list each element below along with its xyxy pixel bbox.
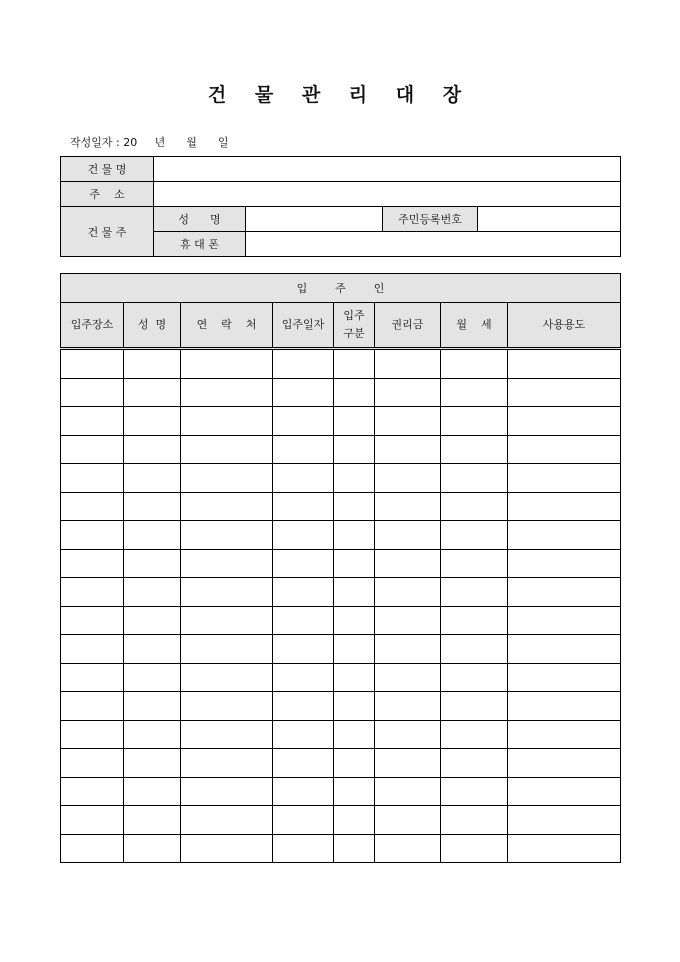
table-cell[interactable] (124, 349, 181, 379)
table-cell[interactable] (124, 663, 181, 692)
table-row (61, 777, 621, 806)
table-cell[interactable] (334, 663, 375, 692)
table-cell[interactable] (334, 521, 375, 550)
table-cell[interactable] (273, 435, 334, 464)
table-cell[interactable] (375, 749, 441, 778)
table-cell[interactable] (508, 349, 621, 379)
table-cell[interactable] (375, 549, 441, 578)
table-row (61, 492, 621, 521)
table-cell[interactable] (334, 549, 375, 578)
table-cell[interactable] (273, 635, 334, 664)
table-row (61, 834, 621, 863)
table-row (61, 521, 621, 550)
tenants-column-header: 입주 구분 (334, 303, 375, 349)
table-cell[interactable] (124, 749, 181, 778)
table-row (61, 663, 621, 692)
table-cell[interactable] (124, 606, 181, 635)
table-cell[interactable] (375, 606, 441, 635)
table-cell[interactable] (181, 806, 273, 835)
table-cell[interactable] (508, 749, 621, 778)
address-field[interactable] (154, 182, 621, 207)
table-cell[interactable] (61, 407, 124, 436)
table-cell[interactable] (181, 720, 273, 749)
table-cell[interactable] (124, 464, 181, 493)
table-cell[interactable] (441, 407, 508, 436)
table-cell[interactable] (273, 720, 334, 749)
table-cell[interactable] (181, 777, 273, 806)
table-cell[interactable] (124, 635, 181, 664)
table-cell[interactable] (61, 435, 124, 464)
building-info-table (60, 156, 621, 257)
table-cell[interactable] (441, 663, 508, 692)
table-cell[interactable] (508, 777, 621, 806)
table-cell[interactable] (181, 635, 273, 664)
table-cell[interactable] (61, 720, 124, 749)
table-cell[interactable] (181, 749, 273, 778)
table-cell[interactable] (124, 777, 181, 806)
table-cell[interactable] (441, 378, 508, 407)
table-cell[interactable] (61, 578, 124, 607)
table-cell[interactable] (273, 492, 334, 521)
table-cell[interactable] (441, 349, 508, 379)
table-cell[interactable] (508, 720, 621, 749)
table-row (61, 635, 621, 664)
table-cell[interactable] (375, 521, 441, 550)
table-cell[interactable] (273, 749, 334, 778)
table-cell[interactable] (273, 378, 334, 407)
table-cell[interactable] (334, 492, 375, 521)
table-cell[interactable] (181, 578, 273, 607)
tenants-column-header: 연 락 처 (181, 303, 273, 349)
tenants-body (61, 349, 621, 863)
table-cell[interactable] (508, 492, 621, 521)
table-row (61, 692, 621, 721)
table-cell[interactable] (124, 720, 181, 749)
tenants-column-header: 월 세 (441, 303, 508, 349)
page-title: 건 물 관 리 대 장 (207, 84, 473, 106)
table-cell[interactable] (181, 663, 273, 692)
table-cell[interactable] (375, 578, 441, 607)
id-number-label: 주민등록번호 (383, 207, 478, 232)
table-cell[interactable] (181, 834, 273, 863)
table-cell[interactable] (61, 834, 124, 863)
table-row (61, 806, 621, 835)
table-cell[interactable] (508, 834, 621, 863)
table-cell[interactable] (508, 378, 621, 407)
table-cell[interactable] (508, 578, 621, 607)
table-cell[interactable] (375, 692, 441, 721)
table-cell[interactable] (441, 635, 508, 664)
table-cell[interactable] (273, 806, 334, 835)
table-cell[interactable] (441, 777, 508, 806)
table-cell[interactable] (181, 349, 273, 379)
tenants-column-header: 입주일자 (273, 303, 334, 349)
table-cell[interactable] (375, 635, 441, 664)
table-cell[interactable] (61, 464, 124, 493)
table-cell[interactable] (375, 435, 441, 464)
table-cell[interactable] (124, 692, 181, 721)
table-cell[interactable] (124, 578, 181, 607)
table-cell[interactable] (508, 407, 621, 436)
table-cell[interactable] (375, 378, 441, 407)
table-cell[interactable] (375, 663, 441, 692)
table-cell[interactable] (61, 692, 124, 721)
table-cell[interactable] (273, 606, 334, 635)
table-cell[interactable] (441, 464, 508, 493)
table-cell[interactable] (441, 549, 508, 578)
table-cell[interactable] (334, 834, 375, 863)
table-cell[interactable] (181, 407, 273, 436)
address-label: 주 소 (61, 182, 154, 207)
table-row (61, 606, 621, 635)
table-cell[interactable] (334, 435, 375, 464)
tenants-column-header: 사용용도 (508, 303, 621, 349)
tenants-column-header: 성 명 (124, 303, 181, 349)
table-row (61, 720, 621, 749)
table-cell[interactable] (441, 720, 508, 749)
building-name-label: 건 물 명 (61, 157, 154, 182)
table-cell[interactable] (508, 635, 621, 664)
table-cell[interactable] (375, 806, 441, 835)
table-row (61, 378, 621, 407)
table-cell[interactable] (441, 492, 508, 521)
table-cell[interactable] (441, 834, 508, 863)
table-cell[interactable] (181, 435, 273, 464)
table-cell[interactable] (334, 578, 375, 607)
table-row (61, 749, 621, 778)
table-cell[interactable] (334, 806, 375, 835)
table-row (61, 349, 621, 379)
table-cell[interactable] (441, 749, 508, 778)
tenants-header-row (61, 303, 621, 349)
table-cell[interactable] (124, 521, 181, 550)
table-cell[interactable] (61, 521, 124, 550)
table-row (61, 549, 621, 578)
table-cell[interactable] (124, 492, 181, 521)
owner-name-label: 성 명 (154, 207, 246, 232)
table-cell[interactable] (181, 692, 273, 721)
table-cell[interactable] (508, 692, 621, 721)
table-row (61, 435, 621, 464)
table-cell[interactable] (61, 777, 124, 806)
table-row (61, 407, 621, 436)
table-cell[interactable] (334, 349, 375, 379)
table-cell[interactable] (375, 777, 441, 806)
table-cell[interactable] (273, 349, 334, 379)
table-cell[interactable] (273, 464, 334, 493)
tenants-section-title: 입 주 인 (61, 274, 621, 303)
table-cell[interactable] (61, 492, 124, 521)
table-cell[interactable] (508, 549, 621, 578)
table-cell[interactable] (508, 806, 621, 835)
table-cell[interactable] (61, 349, 124, 379)
table-cell[interactable] (508, 606, 621, 635)
table-cell[interactable] (441, 521, 508, 550)
table-cell[interactable] (61, 378, 124, 407)
table-cell[interactable] (124, 407, 181, 436)
phone-field[interactable] (246, 232, 621, 257)
table-cell[interactable] (181, 492, 273, 521)
table-cell[interactable] (181, 378, 273, 407)
table-row (61, 464, 621, 493)
table-cell[interactable] (441, 435, 508, 464)
table-cell[interactable] (441, 806, 508, 835)
table-cell[interactable] (334, 692, 375, 721)
table-cell[interactable] (273, 578, 334, 607)
owner-label: 건 물 주 (61, 207, 154, 257)
table-cell[interactable] (61, 749, 124, 778)
table-cell[interactable] (273, 549, 334, 578)
table-cell[interactable] (334, 606, 375, 635)
phone-label: 휴 대 폰 (154, 232, 246, 257)
table-cell[interactable] (273, 407, 334, 436)
table-cell[interactable] (375, 492, 441, 521)
owner-name-field[interactable] (246, 207, 383, 232)
table-cell[interactable] (273, 692, 334, 721)
table-cell[interactable] (508, 435, 621, 464)
table-cell[interactable] (181, 521, 273, 550)
tenants-column-header: 입주장소 (61, 303, 124, 349)
table-cell[interactable] (441, 606, 508, 635)
table-cell[interactable] (508, 521, 621, 550)
table-cell[interactable] (124, 834, 181, 863)
table-cell[interactable] (334, 407, 375, 436)
table-cell[interactable] (124, 806, 181, 835)
building-name-field[interactable] (154, 157, 621, 182)
table-cell[interactable] (334, 777, 375, 806)
table-cell[interactable] (375, 720, 441, 749)
table-cell[interactable] (124, 435, 181, 464)
table-cell[interactable] (334, 720, 375, 749)
table-cell[interactable] (334, 378, 375, 407)
table-cell[interactable] (334, 749, 375, 778)
table-cell[interactable] (181, 464, 273, 493)
table-cell[interactable] (375, 407, 441, 436)
table-cell[interactable] (441, 578, 508, 607)
table-cell[interactable] (273, 663, 334, 692)
table-cell[interactable] (61, 606, 124, 635)
table-cell[interactable] (61, 663, 124, 692)
table-cell[interactable] (273, 777, 334, 806)
table-cell[interactable] (375, 349, 441, 379)
table-cell[interactable] (334, 635, 375, 664)
table-cell[interactable] (124, 549, 181, 578)
table-cell[interactable] (61, 806, 124, 835)
tenants-table (60, 273, 621, 863)
date-line: 작성일자 : 20 년 월 일 (70, 136, 229, 149)
table-cell[interactable] (181, 549, 273, 578)
table-cell[interactable] (61, 549, 124, 578)
table-cell[interactable] (375, 464, 441, 493)
table-cell[interactable] (508, 464, 621, 493)
table-cell[interactable] (273, 521, 334, 550)
table-cell[interactable] (61, 635, 124, 664)
table-cell[interactable] (273, 834, 334, 863)
table-cell[interactable] (334, 464, 375, 493)
tenants-column-header: 권리금 (375, 303, 441, 349)
table-cell[interactable] (441, 692, 508, 721)
id-number-field[interactable] (478, 207, 621, 232)
table-cell[interactable] (508, 663, 621, 692)
table-cell[interactable] (124, 378, 181, 407)
table-row (61, 578, 621, 607)
table-cell[interactable] (181, 606, 273, 635)
table-cell[interactable] (375, 834, 441, 863)
